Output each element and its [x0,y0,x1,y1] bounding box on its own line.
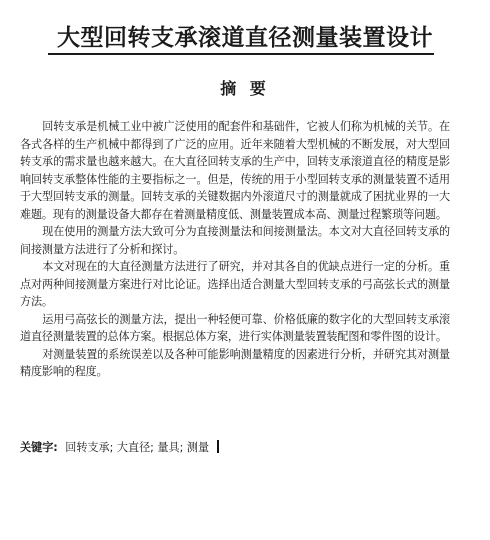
keywords-values: 回转支承; 大直径; 量具; 测量 [65,441,210,454]
document-title: 大型回转支承滚道直径测量装置设计 [57,25,433,51]
abstract-paragraph-5: 对测量装置的系统误差以及各种可能影响测量精度的因素进行分析，并研究其对测量精度影响的程度。 [20,347,450,378]
abstract-paragraph-3: 本文对现在的大直径测量方法进行了研究，并对其各自的优缺点进行一定的分析。重点对两种间接测量方案进行对比论证。选择出适合测量大型回转支承的弓高弦长式的测量方法。 [20,260,450,308]
keywords-line [20,438,450,458]
abstract-heading: 摘 要 [220,79,270,98]
abstract-body [20,118,450,381]
abstract-paragraph-1: 回转支承是机械工业中被广泛使用的配套件和基础件，它被人们称为机械的关节。在各式各样的生产机械中都得到了广泛的应用。近年来随着大型机械的不断发展，对大型回转支承的需求量也越来越大。在大直径回转支承的生产中，回转支承滚道直径的精度是影响回转支承整体性能的主要指标之一。但是，传统的用于小型回转支承的测量装置不适用于大型回转支承的测量。回转支承的关键数据内外滚道尺寸的测量就成了困扰业界的一大难题。现有的测量设备大都存在着测量精度低、测量装置成本高、测量过程繁琐等问题。 [20,120,450,221]
abstract-paragraph-4: 运用弓高弦长的测量方法，提出一种轻便可靠、价格低廉的数字化的大型回转支承滚道直径测量装置的总体方案。根据总体方案，进行实体测量装置装配图和零件图的设计。 [20,312,450,343]
title-underline [48,53,434,55]
keywords-label: 关键字: [20,441,58,454]
text-cursor [217,440,219,453]
abstract-paragraph-2: 现在使用的测量方法大致可分为直接测量法和间接测量法。本文对大直径回转支承的间接测量方法进行了分析和探讨。 [20,225,450,256]
